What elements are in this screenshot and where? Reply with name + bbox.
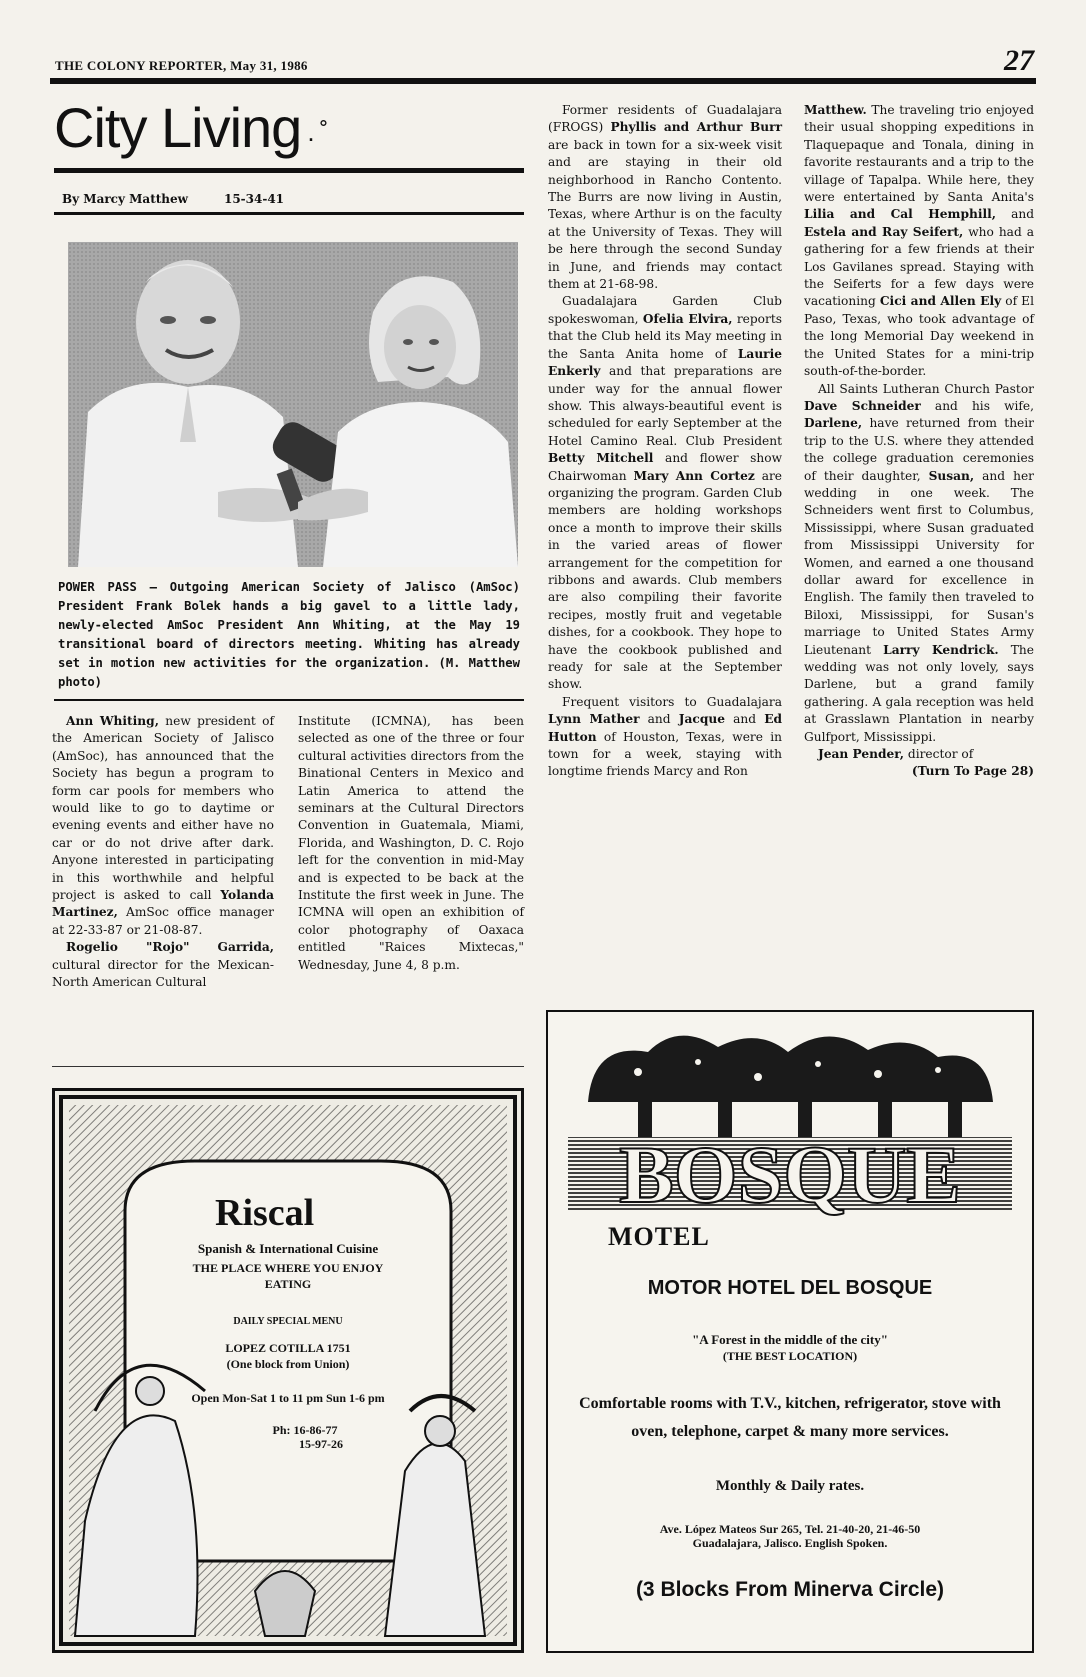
bosque-address-line-2: Guadalajara, Jalisco. English Spoken. (692, 1536, 888, 1550)
section-title-text: City Living (54, 96, 302, 159)
riscal-address: LOPEZ COTILLA 1751 (225, 1341, 351, 1355)
bosque-address (548, 1522, 1032, 1550)
article-column-3 (548, 102, 782, 781)
byline-author: By Marcy Matthew (62, 192, 188, 206)
bosque-location: (THE BEST LOCATION) (722, 1349, 858, 1363)
col3-text: Frequent visitors to Guadalajara (562, 694, 782, 709)
bosque-directions: (3 Blocks From Minerva Circle) (635, 1578, 945, 1601)
bosque-address-line-1: Ave. López Mateos Sur 265, Tel. 21-40-20, 21-46-50 (659, 1522, 921, 1536)
name-ed-hutton: Ed Hutton (548, 712, 782, 744)
col3-text: of Houston, Texas, were in town for a week, staying with longtime friends Marcy and Ron (548, 729, 782, 779)
col4-text: have returned from their trip to the U.S. where they attended the college graduation ceremonies of their daughter, (804, 416, 1034, 483)
col4-text: and his wife, (920, 398, 1034, 413)
name-hemphill: Lilia and Cal Hemphill, (804, 207, 996, 222)
name-betty-mitchell: Betty Mitchell (548, 451, 654, 466)
col4-text: All Saints Lutheran Church Pastor (818, 381, 1034, 396)
col3-text: Former residents of Guadalajara (FROGS) (548, 103, 782, 135)
name-rogelio-garrida: Rogelio "Rojo" Garrida, (66, 940, 274, 955)
article-column-1 (52, 713, 274, 992)
col1-tail: AmSoc office manager at 22-33-87 or 21-08-87. (52, 905, 274, 937)
name-yolanda-martinez: Yolanda Martinez, (52, 888, 274, 920)
bosque-description: Comfortable rooms with T.V., kitchen, refrigerator, stove with oven, telephone, carpet & many more services. (579, 1395, 1001, 1440)
name-jean-pender: Jean Pender, (818, 747, 905, 762)
col4-text: of El Paso, Texas, who took advantage of the long Memorial Day weekend in the United States for a mini-trip south-of-the-border. (804, 294, 1034, 379)
bosque-hotel-name: MOTOR HOTEL DEL BOSQUE (647, 1277, 933, 1299)
col3-text: are organizing the program. Garden Club members are holding workshops once a month to improve their skills in the varied areas of flower arrangement for the competition for ribbons and awards. Club members are also compiling their favorite recipes, mostly fruit and vegetable dishes, for a cookbook. They hope to have the cookbook published and ready for sale at the September show. (548, 468, 782, 692)
photo-illustration (68, 242, 518, 567)
ad-bosque-motel (546, 1010, 1034, 1653)
riscal-logo: Riscal (215, 1192, 315, 1234)
col3-text: and (639, 712, 679, 727)
name-larry-kendrick: Larry Kendrick. (883, 642, 999, 657)
col3-text: and that preparations are under way for the annual flower show. This always-beautiful event is scheduled for early September at the Hotel Camino Real. Club President (548, 364, 782, 448)
name-dave-schneider: Dave Schneider (804, 398, 921, 413)
name-laurie-enkerly: Laurie Enkerly (548, 346, 782, 379)
col3-text: and (724, 712, 765, 727)
riscal-phone-2: 15-97-26 (299, 1437, 343, 1451)
masthead-publication: THE COLONY REPORTER, May 31, 1986 (55, 58, 308, 73)
bosque-logo-text: BOSQUE (619, 1129, 961, 1220)
col1-text-2: cultural director for the Mexican-North American Cultural (52, 957, 274, 990)
col4-text: and her wedding in one week. The Schneiders went first to Columbus, Mississippi, where Susan graduated from Mississippi University for Women, and earned a one thousand dollar award for excellence in English. The family then traveled to Biloxi, Mississippi, for Susan's marriage to United States Army Lieutenant (804, 468, 1034, 657)
caption-rule (54, 699, 524, 701)
byline-rule (54, 212, 524, 215)
photo-caption: POWER PASS — Outgoing American Society of Jalisco (AmSoc) President Frank Bolek hands a big gavel to a little lady, newly-elected AmSoc President Ann Whiting, at the May 19 transitional board of directors meeting. Whiting has already set in motion new activities for the organization. (M. Matthew photo) (58, 580, 520, 689)
name-darlene: Darlene, (804, 416, 863, 431)
name-jacque: Jacque (678, 712, 725, 727)
article-column-2 (298, 713, 524, 974)
col4-text: and (995, 207, 1034, 222)
col4-text: director of (904, 747, 974, 762)
column-end-rule (52, 1066, 524, 1067)
riscal-near: (One block from Union) (226, 1357, 350, 1371)
riscal-phone-1: Ph: 16-86-77 (272, 1423, 338, 1437)
name-matthew: Matthew. (804, 103, 867, 117)
name-mary-ann-cortez: Mary Ann Cortez (633, 468, 755, 483)
name-ely: Cici and Allen Ely (879, 294, 1002, 309)
name-lynn-mather: Lynn Mather (548, 712, 640, 727)
section-title (54, 96, 328, 159)
title-rule (54, 168, 524, 173)
col3-text: Guadalajara Garden Club spokeswoman, (548, 294, 782, 326)
riscal-tagline: THE PLACE WHERE YOU ENJOY (192, 1261, 384, 1275)
riscal-tagline-2: EATING (264, 1277, 312, 1291)
byline-phone: 15-34-41 (223, 192, 285, 206)
article-column-4 (804, 102, 1034, 781)
col4-text: The wedding was not only lovely, says Darlene, but a grand family gathering. A gala reception was held at Grasslawn Plantation in nearby Gulfport, Mississippi. (804, 642, 1034, 744)
page-number: 27 (1004, 44, 1034, 77)
bosque-slogan: "A Forest in the middle of the city" (692, 1332, 888, 1347)
riscal-special: DAILY SPECIAL MENU (233, 1316, 343, 1327)
col4-text: The traveling trio enjoyed their usual shopping expeditions in Tlaquepaque and Tonala, dining in favorite restaurants and a trip to the village of Tapalpa. While here, they were entertained by Santa Anita's (804, 103, 1034, 205)
bosque-rates: Monthly & Daily rates. (715, 1478, 865, 1494)
name-ofelia-elvira: Ofelia Elvira, (642, 311, 733, 326)
news-photo (68, 242, 518, 567)
ad-riscal (52, 1088, 524, 1653)
riscal-cuisine: Spanish & International Cuisine (197, 1241, 379, 1256)
name-seifert: Estela and Ray Seifert, (804, 224, 964, 239)
bosque-logo-illustration (548, 1012, 1032, 1222)
riscal-hours: Open Mon-Sat 1 to 11 pm Sun 1-6 pm (191, 1391, 385, 1405)
col3-text: reports that the Club held its May meeting in the Santa Anita home of (548, 311, 782, 361)
masthead-rule (50, 78, 1036, 84)
byline (62, 192, 284, 206)
col1-text: new president of the American Society of Jalisco (AmSoc), has announced that the Society has begun a program to form car pools for members who would like to go to daytime or evening events and either have no car or do not drive after dark. Anyone interested in participating in this worthwhile and helpful project is asked to call (52, 714, 275, 903)
name-burr: Phyllis and Arthur Burr (610, 120, 782, 135)
col2-text: Institute (ICMNA), has been selected as one of the three or four cultural activities directors from the Binational Centers in Mexico and Latin America to attend the seminars at the Cultural Directors Convention in Guatemala, Miami, Florida, and Washington, D. C. Rojo left for the convention in mid-May and is expected to be back at the Institute the first week in June. The ICMNA will open an exhibition of color photography of Oaxaca entitled "Raices Mixtecas," Wednesday, June 4, 8 p.m. (298, 714, 524, 972)
name-ann-whiting: Ann Whiting, (66, 714, 159, 728)
col3-text: are back in town for a six-week visit and are staying in their old neighborhood in Rancho Contento. The Burrs are now living in Austin, Texas, where Arthur is on the faculty at the University of Texas. They will be here through the second Sunday in June, and friends may contact them at 21-68-98. (548, 137, 782, 292)
col4-text: who had a gathering for a few friends at their Los Gavilanes spread. Staying with the Seiferts for a few days were vacationing (804, 224, 1034, 309)
section-title-ornament: . ˚ (307, 117, 328, 148)
jump-line: (Turn To Page 28) (911, 764, 1034, 779)
bosque-motel-label: MOTEL (608, 1222, 710, 1251)
name-susan: Susan, (928, 468, 975, 483)
col3-text: and flower show Chairwoman (548, 451, 783, 483)
